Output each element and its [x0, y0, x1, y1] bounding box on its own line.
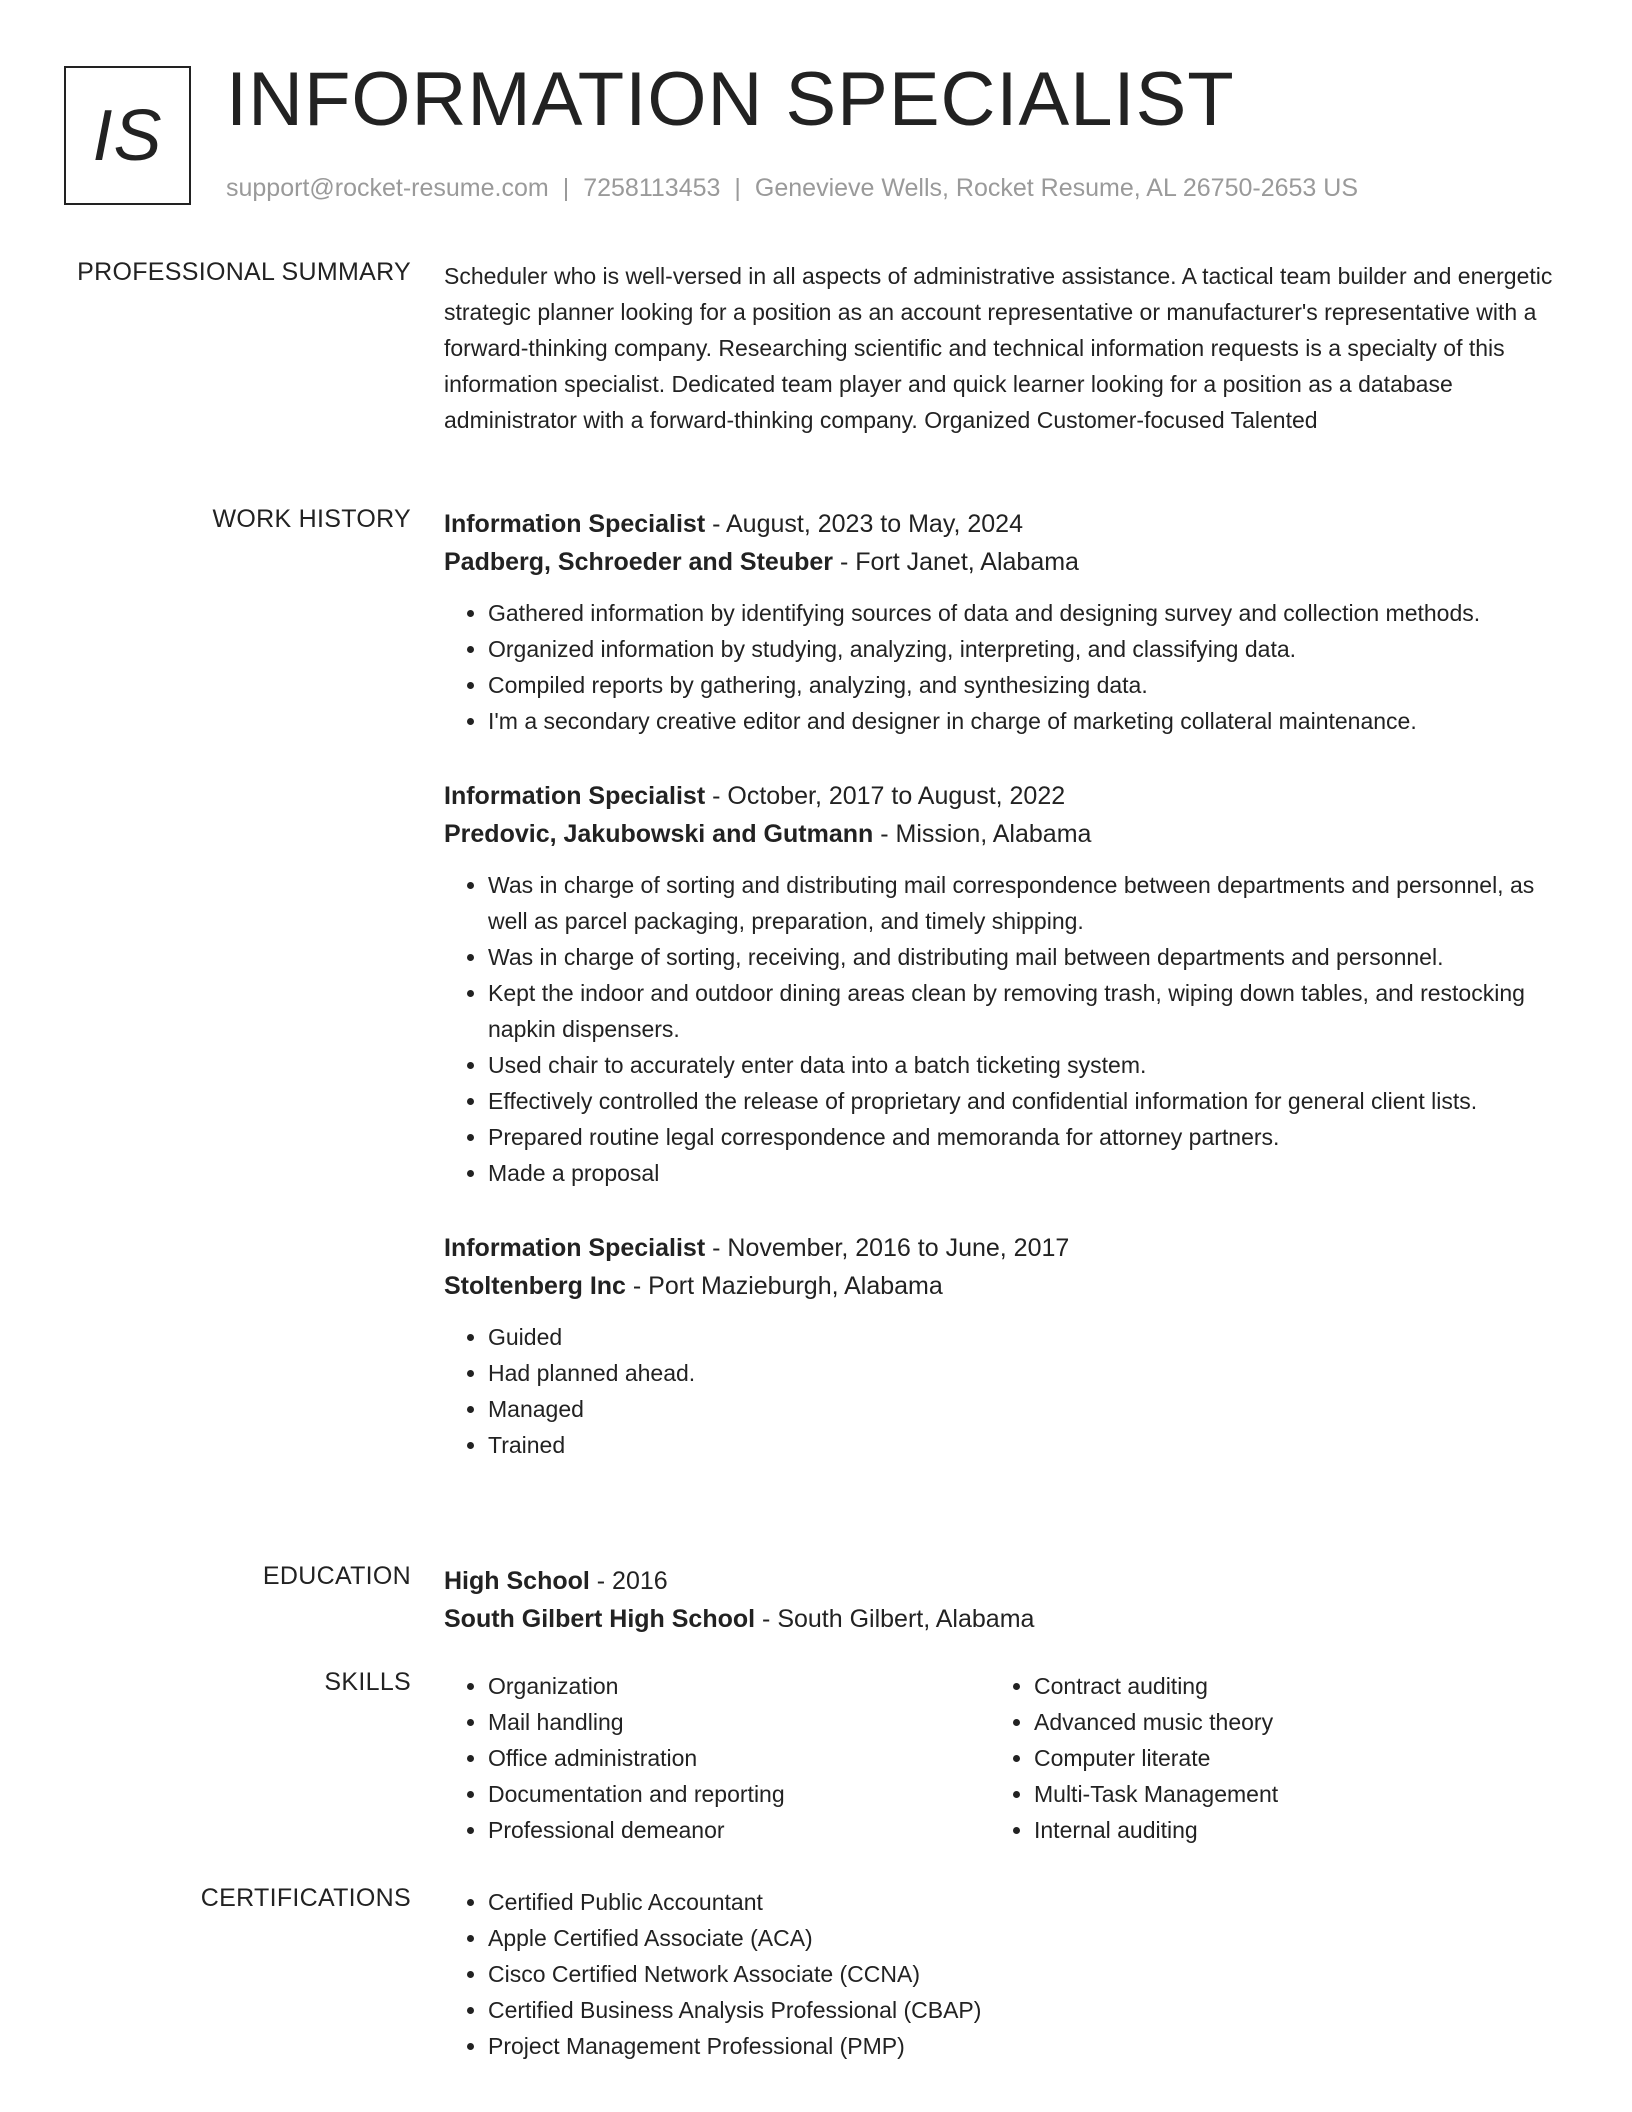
job-entry	[444, 505, 1554, 739]
job-title: Information Specialist	[444, 1234, 706, 1262]
education-school: South Gilbert High School	[444, 1605, 756, 1633]
list-item: • Mail handling	[488, 1704, 990, 1740]
job-title-line	[444, 1229, 1554, 1267]
list-item: • Organization	[488, 1668, 990, 1704]
job-dates: - November, 2016 to June, 2017	[705, 1234, 1070, 1262]
list-item: • Trained	[488, 1427, 1554, 1463]
job-company-line	[444, 1267, 1554, 1305]
job-company-line	[444, 815, 1554, 853]
list-item: • Certified Public Accountant	[488, 1884, 1554, 1920]
job-company: Predovic, Jakubowski and Gutmann	[444, 820, 874, 848]
list-item: • Was in charge of sorting, receiving, and distributing mail between departments and personnel.	[488, 939, 1554, 975]
certifications-body	[444, 1884, 1554, 2064]
list-item: • Made a proposal	[488, 1155, 1554, 1191]
job-entry	[444, 777, 1554, 1191]
work-history-body	[444, 505, 1554, 1501]
list-item: • Professional demeanor	[488, 1812, 990, 1848]
list-item: • Organized information by studying, analyzing, interpreting, and classifying data.	[488, 631, 1554, 667]
job-company-line	[444, 543, 1554, 581]
education-year: - 2016	[589, 1567, 668, 1595]
monogram-box	[64, 66, 191, 205]
list-item: • Advanced music theory	[1034, 1704, 1536, 1740]
job-title: Information Specialist	[444, 510, 706, 538]
list-item: • Managed	[488, 1391, 1554, 1427]
list-item: • Apple Certified Associate (ACA)	[488, 1920, 1554, 1956]
skills-list-right	[990, 1668, 1536, 1848]
job-bullets	[444, 1319, 1554, 1463]
list-item: • Effectively controlled the release of proprietary and confidential information for general client lists.	[488, 1083, 1554, 1119]
education-degree: High School	[444, 1567, 590, 1595]
contact-email: support@rocket-resume.com	[226, 174, 549, 202]
list-item: • Cisco Certified Network Associate (CCNA)	[488, 1956, 1554, 1992]
contact-phone: 7258113453	[583, 174, 721, 202]
list-item: • Compiled reports by gathering, analyzing, and synthesizing data.	[488, 667, 1554, 703]
section-label-work-history: WORK HISTORY	[212, 505, 411, 533]
list-item: • Documentation and reporting	[488, 1776, 990, 1812]
job-company: Padberg, Schroeder and Steuber	[444, 548, 833, 576]
job-location: - Fort Janet, Alabama	[833, 548, 1079, 576]
contact-line	[226, 174, 1358, 203]
list-item: • Office administration	[488, 1740, 990, 1776]
job-location: - Mission, Alabama	[873, 820, 1092, 848]
job-dates: - August, 2023 to May, 2024	[705, 510, 1023, 538]
job-bullets	[444, 595, 1554, 739]
summary-text: Scheduler who is well-versed in all aspects of administrative assistance. A tactical team builder and energetic strategic planner looking for a position as an account representative or manufacturer's representative with a forward-thinking company. Researching scientific and technical information requests is a specialty of this information specialist. Dedicated team player and quick learner looking for a position as a database administrator with a forward-thinking company. Organized Customer-focused Talented	[444, 263, 1553, 433]
list-item: • Guided	[488, 1319, 1554, 1355]
list-item: • Was in charge of sorting and distributing mail correspondence between departments and personnel, as well as parcel packaging, preparation, and timely shipping.	[488, 867, 1554, 939]
list-item: • Project Management Professional (PMP)	[488, 2028, 1554, 2064]
education-school-line	[444, 1600, 1554, 1638]
job-title-line	[444, 505, 1554, 543]
skills-list-left	[444, 1668, 990, 1848]
contact-separator: |	[734, 174, 741, 202]
skills-body	[444, 1668, 1554, 1848]
list-item: • Multi-Task Management	[1034, 1776, 1536, 1812]
job-title: Information Specialist	[444, 782, 706, 810]
list-item: • Used chair to accurately enter data into a batch ticketing system.	[488, 1047, 1554, 1083]
education-location: - South Gilbert, Alabama	[755, 1605, 1035, 1633]
list-item: • Contract auditing	[1034, 1668, 1536, 1704]
section-label-summary: PROFESSIONAL SUMMARY	[77, 258, 411, 286]
contact-separator: |	[562, 174, 570, 202]
section-label-education: EDUCATION	[262, 1562, 411, 1590]
job-title-line	[444, 777, 1554, 815]
list-item: • Internal auditing	[1034, 1812, 1536, 1848]
list-item: • Had planned ahead.	[488, 1355, 1554, 1391]
job-company: Stoltenberg Inc	[444, 1272, 626, 1300]
job-dates: - October, 2017 to August, 2022	[705, 782, 1066, 810]
list-item: • Prepared routine legal correspondence and memoranda for attorney partners.	[488, 1119, 1554, 1155]
job-location: - Port Mazieburgh, Alabama	[625, 1272, 943, 1300]
job-entry	[444, 1229, 1554, 1463]
list-item: • I'm a secondary creative editor and designer in charge of marketing collateral maintenance.	[488, 703, 1554, 739]
monogram-text: IS	[92, 95, 163, 176]
section-label-skills: SKILLS	[324, 1668, 411, 1696]
certifications-list	[444, 1884, 1554, 2064]
list-item: • Certified Business Analysis Professional (CBAP)	[488, 1992, 1554, 2028]
education-degree-line	[444, 1562, 1554, 1600]
list-item: • Computer literate	[1034, 1740, 1536, 1776]
contact-address: Genevieve Wells, Rocket Resume, AL 26750-2653 US	[754, 174, 1359, 202]
list-item: • Gathered information by identifying sources of data and designing survey and collection methods.	[488, 595, 1554, 631]
job-bullets	[444, 867, 1554, 1191]
resume-title: INFORMATION SPECIALIST	[226, 57, 1235, 142]
summary-body	[444, 258, 1554, 438]
section-label-certifications: CERTIFICATIONS	[200, 1884, 411, 1912]
list-item: • Kept the indoor and outdoor dining areas clean by removing trash, wiping down tables, and restocking napkin dispensers.	[488, 975, 1554, 1047]
education-body	[444, 1562, 1554, 1638]
